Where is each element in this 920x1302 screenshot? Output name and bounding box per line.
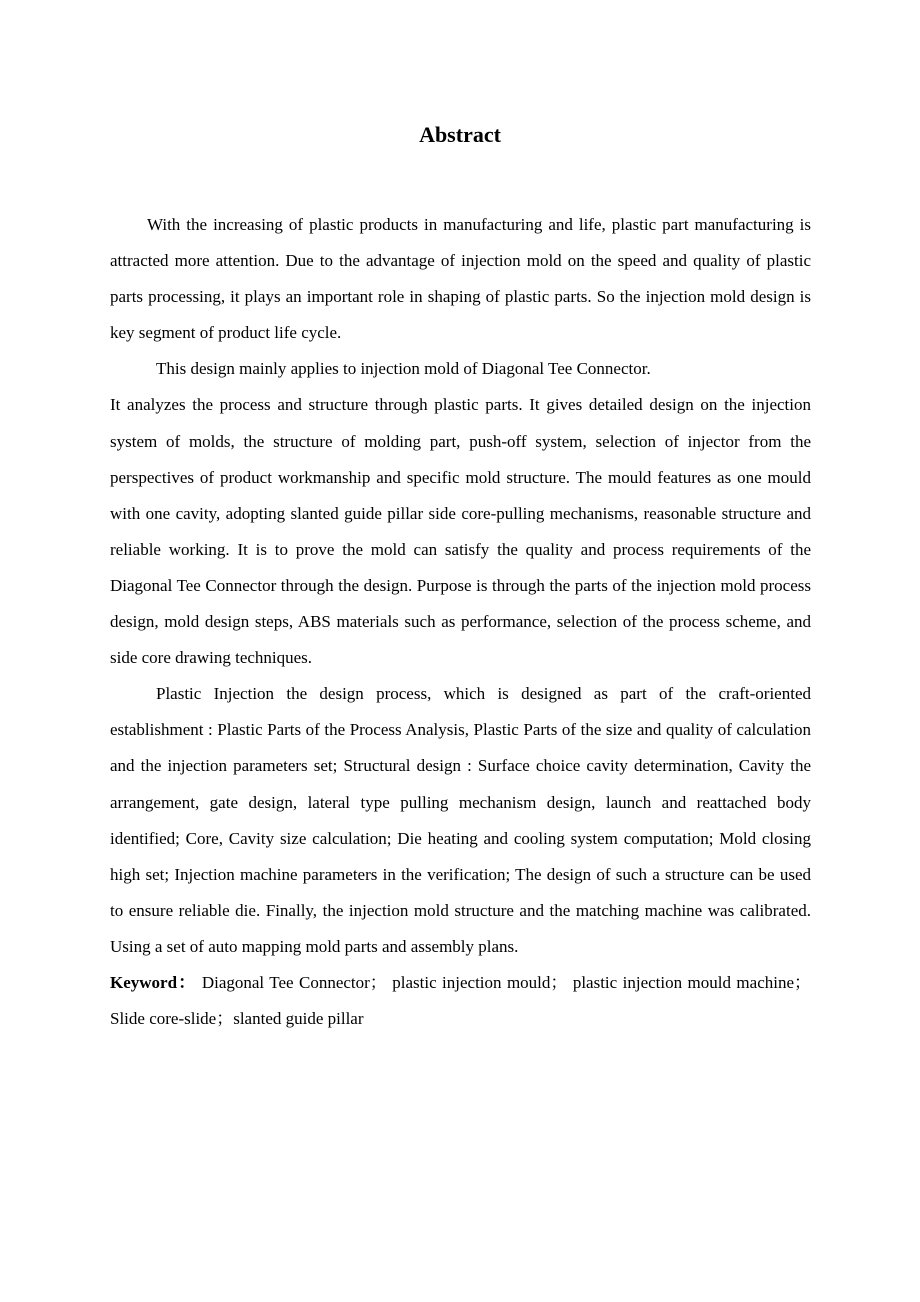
abstract-paragraph-2: This design mainly applies to injection mold of Diagonal Tee Connector.: [156, 359, 651, 379]
keywords-label: Keyword：: [110, 972, 197, 992]
abstract-paragraph-3: It analyzes the process and structure through plastic parts. It gives detailed design on the injection system of molds, the structure of molding part, push-off system, selection of injector from the perspectives of product workmanship and specific mold structure. The mould features as one mould with one cavity, adopting slanted guide pillar side core-pulling mechanisms, reasonable structure and reliable working. It is to prove the mold can satisfy the quality and process requirements of the Diagonal Tee Connector through the design. Purpose is through the parts of the injection mold process design, mold design steps, ABS materials such as performance, selection of the process scheme, and side core drawing techniques.: [110, 395, 811, 668]
keywords-text: Diagonal Tee Connector； plastic injection mould； plastic injection mould machine；Slide core-slide；slanted guide pillar: [110, 972, 812, 1029]
page-title: Abstract: [419, 122, 501, 147]
abstract-paragraph-1: With the increasing of plastic products in manufacturing and life, plastic part manufacturing is attracted more attention. Due to the advantage of injection mold on the speed and quality of plastic parts processing, it plays an important role in shaping of plastic parts. So the injection mold design is key segment of product life cycle.: [110, 215, 811, 343]
abstract-body: [110, 207, 811, 1037]
abstract-paragraph-4: Plastic Injection the design process, which is designed as part of the craft-oriented establishment : Plastic Parts of the Process Analysis, Plastic Parts of the size and quality of calculation and the injection parameters set; Structural design : Surface choice cavity determination, Cavity the arrangement, gate design, lateral type pulling mechanism design, launch and reattached body identified; Core, Cavity size calculation; Die heating and cooling system computation; Mold closing high set; Injection machine parameters in the verification; The design of such a structure can be used to ensure reliable die. Finally, the injection mold structure and the matching machine was calibrated. Using a set of auto mapping mold parts and assembly plans.: [110, 684, 811, 956]
keywords-line: [110, 965, 811, 1037]
